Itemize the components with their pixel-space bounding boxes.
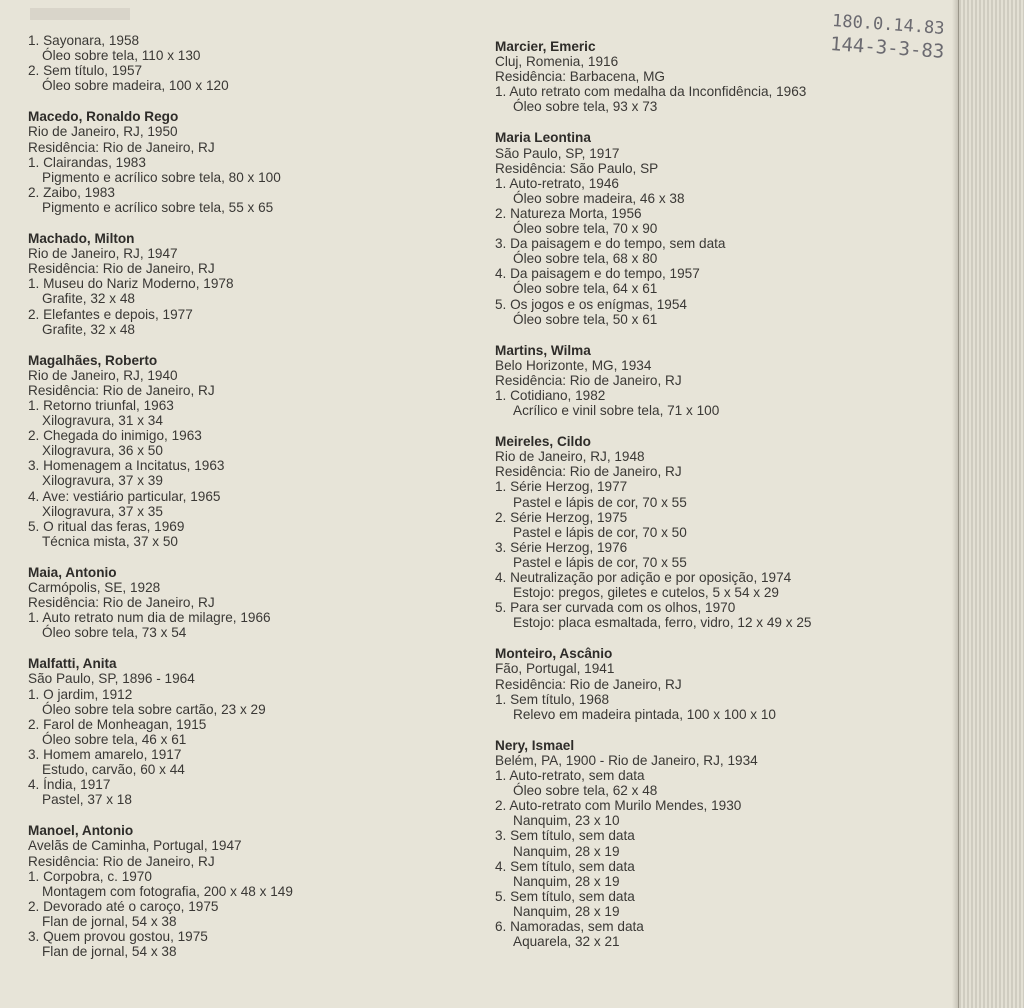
entry-line: 2. Devorado até o caroço, 1975: [28, 898, 219, 914]
artwork-medium-line: Óleo sobre tela sobre cartão, 23 x 29: [42, 701, 266, 717]
artist-entry: [28, 823, 458, 959]
entry-line: Residência: Rio de Janeiro, RJ: [28, 139, 215, 155]
artwork-medium-line: Óleo sobre tela, 73 x 54: [42, 625, 187, 641]
artwork-medium-line: Montagem com fotografia, 200 x 48 x 149: [42, 883, 293, 899]
entry-line: 3. Série Herzog, 1976: [495, 539, 628, 555]
artist-entry: [28, 353, 458, 549]
entry-line: São Paulo, SP, 1896 - 1964: [28, 671, 195, 687]
entry-line: 2. Sem título, 1957: [28, 63, 143, 79]
artwork-medium-line: Xilogravura, 37 x 39: [42, 473, 163, 489]
entry-line: 1. Museu do Nariz Moderno, 1978: [28, 276, 234, 292]
entry-line: Residência: Rio de Janeiro, RJ: [495, 372, 682, 388]
handwritten-annotation: 180.0.14.83: [831, 11, 946, 39]
artwork-medium-line: Óleo sobre tela, 68 x 80: [513, 251, 658, 267]
artwork-medium-line: Flan de jornal, 54 x 38: [42, 913, 177, 929]
artwork-medium-line: Relevo em madeira pintada, 100 x 100 x 10: [513, 706, 776, 722]
entry-line: 1. Cotidiano, 1982: [495, 387, 606, 403]
entry-line: Residência: Rio de Janeiro, RJ: [495, 676, 682, 692]
right-column: [495, 39, 935, 965]
artwork-medium-line: Óleo sobre tela, 64 x 61: [513, 281, 658, 297]
entry-line: 2. Natureza Morta, 1956: [495, 205, 642, 221]
entry-line: 5. Sem título, sem data: [495, 888, 635, 904]
entry-line: Belém, PA, 1900 - Rio de Janeiro, RJ, 1934: [495, 752, 758, 768]
entry-line: 2. Chegada do inimigo, 1963: [28, 428, 202, 444]
artist-entry: [28, 565, 458, 640]
entry-line: 1. Sayonara, 1958: [28, 33, 140, 48]
entry-line: Residência: Rio de Janeiro, RJ: [28, 261, 215, 277]
faded-smudge: [30, 8, 130, 20]
artwork-medium-line: Estojo: placa esmaltada, ferro, vidro, 12 x 49 x 25: [513, 615, 812, 631]
entry-line: 5. Os jogos e os enígmas, 1954: [495, 296, 687, 312]
entry-line: 1. Auto retrato com medalha da Inconfidência, 1963: [495, 84, 807, 100]
entry-line: Residência: Rio de Janeiro, RJ: [28, 595, 215, 611]
entry-line: 1. Auto retrato num dia de milagre, 1966: [28, 610, 271, 626]
artist-name: Macedo, Ronaldo Rego: [28, 109, 179, 125]
artist-name: Maia, Antonio: [28, 564, 117, 580]
artwork-medium-line: Pastel e lápis de cor, 70 x 55: [513, 494, 687, 510]
artist-name: Monteiro, Ascânio: [495, 646, 613, 662]
entry-line: 2. Farol de Monheagan, 1915: [28, 716, 207, 732]
entry-line: Rio de Janeiro, RJ, 1950: [28, 124, 178, 140]
artwork-medium-line: Técnica mista, 37 x 50: [42, 533, 178, 549]
entry-line: Avelãs de Caminha, Portugal, 1947: [28, 838, 242, 854]
artist-entry: [495, 343, 935, 418]
artist-name: Marcier, Emeric: [495, 39, 596, 54]
entry-line: 2. Série Herzog, 1975: [495, 509, 628, 525]
left-column: [28, 33, 458, 975]
entry-line: 4. Da paisagem e do tempo, 1957: [495, 266, 700, 282]
artwork-medium-line: Grafite, 32 x 48: [42, 291, 135, 307]
entry-line: 1. Auto-retrato, sem data: [495, 768, 645, 784]
entry-line: 4. Índia, 1917: [28, 777, 111, 793]
artist-entry: [495, 39, 935, 114]
entry-line: 5. O ritual das feras, 1969: [28, 518, 185, 534]
entry-line: 4. Neutralização por adição e por oposição, 1974: [495, 570, 792, 585]
entry-line: Rio de Janeiro, RJ, 1948: [495, 449, 645, 465]
artist-name: Machado, Milton: [28, 231, 135, 247]
handwritten-annotation: 144-3-3-83: [829, 33, 946, 63]
artist-name: Meireles, Cildo: [495, 434, 591, 450]
entry-line: Rio de Janeiro, RJ, 1947: [28, 246, 178, 262]
artwork-medium-line: Acrílico e vinil sobre tela, 71 x 100: [513, 403, 720, 419]
artwork-medium-line: Xilogravura, 37 x 35: [42, 503, 163, 519]
artwork-medium-line: Pastel, 37 x 18: [42, 792, 132, 808]
artwork-medium-line: Pastel e lápis de cor, 70 x 50: [513, 524, 687, 540]
artwork-medium-line: Óleo sobre tela, 50 x 61: [513, 311, 658, 327]
entry-line: Residência: Rio de Janeiro, RJ: [28, 853, 215, 869]
entry-line: 3. Homenagem a Incitatus, 1963: [28, 458, 225, 474]
artist-name: Martins, Wilma: [495, 342, 591, 358]
artist-name: Malfatti, Anita: [28, 656, 117, 672]
artwork-medium-line: Flan de jornal, 54 x 38: [42, 944, 177, 960]
artwork-medium-line: Xilogravura, 36 x 50: [42, 443, 163, 459]
entry-line: 1. Série Herzog, 1977: [495, 479, 628, 495]
artwork-medium-line: Pigmento e acrílico sobre tela, 80 x 100: [42, 169, 281, 185]
entry-line: Residência: Rio de Janeiro, RJ: [28, 382, 215, 398]
artwork-medium-line: Óleo sobre madeira, 100 x 120: [42, 78, 229, 94]
artwork-medium-line: Óleo sobre tela, 93 x 73: [513, 99, 658, 115]
entry-line: Cluj, Romenia, 1916: [495, 54, 619, 70]
artist-name: Maria Leontina: [495, 130, 591, 146]
entry-line: São Paulo, SP, 1917: [495, 145, 620, 161]
artwork-medium-line: Pigmento e acrílico sobre tela, 55 x 65: [42, 199, 274, 215]
entry-line: 3. Homem amarelo, 1917: [28, 746, 182, 762]
entry-line: 4. Sem título, sem data: [495, 858, 635, 874]
book-page-edges: [958, 0, 1024, 1008]
artwork-medium-line: Aquarela, 32 x 21: [513, 934, 620, 950]
entry-line: 2. Zaibo, 1983: [28, 184, 115, 200]
artwork-medium-line: Óleo sobre tela, 46 x 61: [42, 731, 187, 747]
artist-entry: [28, 109, 458, 215]
artist-entry: [28, 656, 458, 807]
entry-line: Fão, Portugal, 1941: [495, 661, 615, 677]
entry-line: 5. Para ser curvada com os olhos, 1970: [495, 600, 736, 616]
entry-line: Rio de Janeiro, RJ, 1940: [28, 367, 178, 383]
artist-entry: [28, 231, 458, 337]
artwork-medium-line: Óleo sobre tela, 110 x 130: [42, 48, 201, 64]
artwork-medium-line: Grafite, 32 x 48: [42, 321, 135, 337]
artwork-medium-line: Xilogravura, 31 x 34: [42, 413, 163, 429]
entry-line: 2. Auto-retrato com Murilo Mendes, 1930: [495, 798, 742, 814]
artwork-medium-line: Nanquim, 28 x 19: [513, 843, 620, 859]
artist-name: Nery, Ismael: [495, 737, 575, 753]
artwork-medium-line: Óleo sobre madeira, 46 x 38: [513, 190, 685, 206]
artwork-medium-line: Nanquim, 28 x 19: [513, 903, 620, 919]
artwork-medium-line: Óleo sobre tela, 70 x 90: [513, 221, 658, 237]
artist-entry: [495, 434, 935, 630]
artist-entry: [495, 738, 935, 949]
entry-line: 6. Namoradas, sem data: [495, 918, 644, 934]
artist-entry: [28, 33, 458, 93]
entry-line: Residência: Rio de Janeiro, RJ: [495, 464, 682, 480]
entry-line: 1. Clairandas, 1983: [28, 154, 146, 170]
artist-entry: [495, 130, 935, 326]
entry-line: Residência: São Paulo, SP: [495, 160, 659, 176]
artist-name: Manoel, Antonio: [28, 823, 134, 839]
entry-line: Residência: Barbacena, MG: [495, 69, 666, 85]
entry-line: 3. Da paisagem e do tempo, sem data: [495, 236, 726, 252]
entry-line: 1. Corpobra, c. 1970: [28, 868, 152, 884]
entry-line: Belo Horizonte, MG, 1934: [495, 357, 652, 373]
artist-name: Magalhães, Roberto: [28, 352, 158, 368]
entry-line: 1. O jardim, 1912: [28, 686, 133, 702]
artwork-medium-line: Nanquim, 28 x 19: [513, 873, 620, 889]
artwork-medium-line: Pastel e lápis de cor, 70 x 55: [513, 554, 687, 570]
artwork-medium-line: Nanquim, 23 x 10: [513, 813, 620, 829]
entry-line: 3. Sem título, sem data: [495, 828, 635, 844]
entry-line: 2. Elefantes e depois, 1977: [28, 306, 193, 322]
artwork-medium-line: Óleo sobre tela, 62 x 48: [513, 783, 658, 799]
artwork-medium-line: Estudo, carvão, 60 x 44: [42, 762, 185, 778]
entry-line: 1. Sem título, 1968: [495, 691, 610, 707]
entry-line: 1. Retorno triunfal, 1963: [28, 397, 174, 413]
entry-line: 1. Auto-retrato, 1946: [495, 175, 619, 191]
entry-line: Carmópolis, SE, 1928: [28, 580, 161, 595]
artist-entry: [495, 646, 935, 721]
entry-line: 4. Ave: vestiário particular, 1965: [28, 488, 221, 504]
artwork-medium-line: Estojo: pregos, giletes e cutelos, 5 x 54 x 29: [513, 585, 779, 601]
entry-line: 3. Quem provou gostou, 1975: [28, 928, 208, 944]
